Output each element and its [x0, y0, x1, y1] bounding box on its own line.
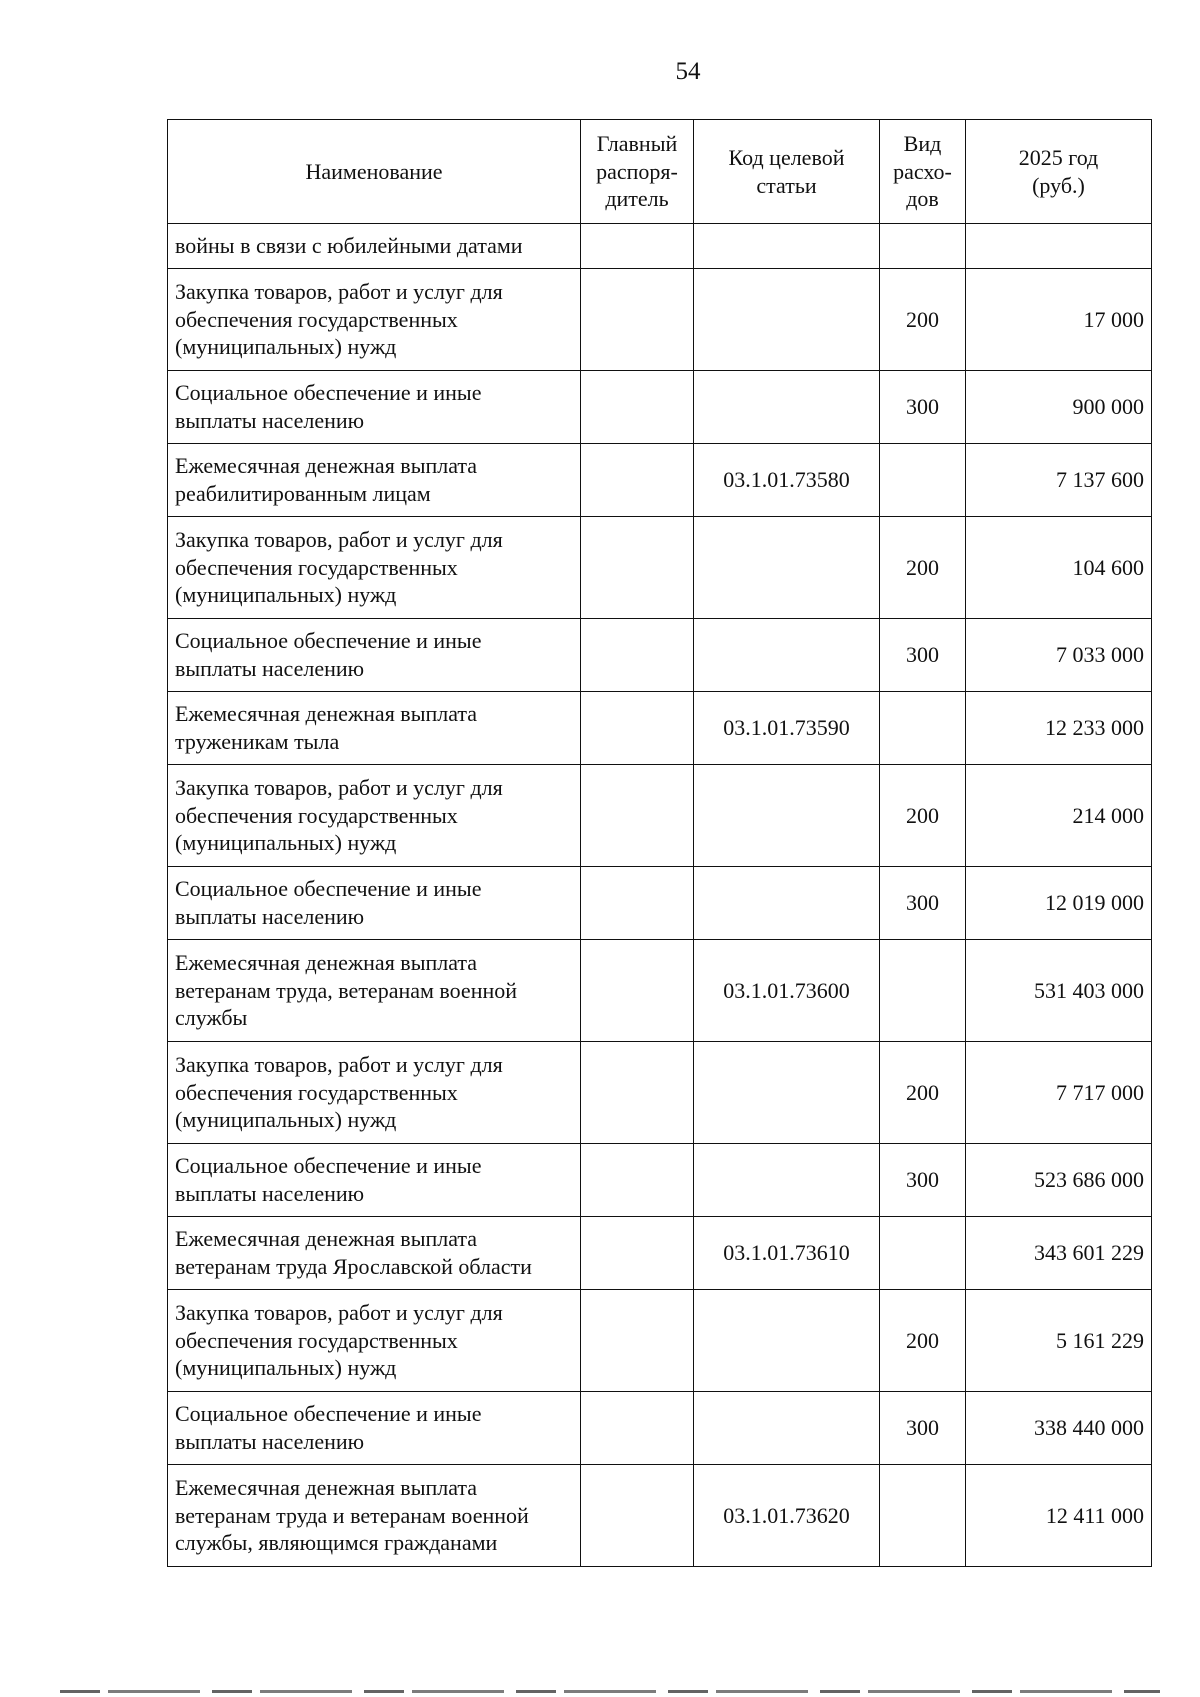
cell-manager — [581, 1144, 694, 1217]
cell-name — [168, 619, 581, 692]
header-target-code-line: Код целевой — [728, 144, 845, 170]
cell-amount: 7 137 600 — [966, 444, 1152, 517]
cell-expense-type — [880, 444, 966, 517]
header-manager-line: Главный — [596, 130, 678, 156]
cell-manager — [581, 1392, 694, 1465]
cell-expense-type: 300 — [880, 867, 966, 940]
cell-target-code: 03.1.01.73580 — [694, 444, 880, 517]
cell-name — [168, 940, 581, 1042]
cell-name — [168, 371, 581, 444]
cell-manager — [581, 444, 694, 517]
table-row — [168, 867, 1152, 940]
cell-name-line: выплаты населению — [175, 1429, 365, 1454]
cell-name — [168, 224, 581, 269]
cell-name-line: (муниципальных) нужд — [175, 1107, 397, 1133]
cell-name-line: Ежемесячная денежная выплата — [175, 1226, 478, 1252]
cell-target-code: 03.1.01.73620 — [694, 1465, 880, 1567]
cell-name-line: ветеранам труда, ветеранам военной — [175, 977, 518, 1003]
table-body — [168, 224, 1152, 1567]
cell-name-line: ветеранам труда и ветеранам военной — [175, 1502, 529, 1528]
cell-name — [168, 444, 581, 517]
page-number: 54 — [675, 58, 701, 85]
cell-name — [168, 692, 581, 765]
cell-manager — [581, 517, 694, 619]
cell-amount: 5 161 229 — [966, 1290, 1152, 1392]
cell-manager — [581, 371, 694, 444]
cell-amount: 338 440 000 — [966, 1392, 1152, 1465]
cell-name-line: Ежемесячная денежная выплата — [175, 949, 478, 975]
cell-target-code — [694, 224, 880, 269]
header-manager-line: дитель — [605, 186, 669, 212]
cell-name-line: службы — [175, 1005, 248, 1031]
cell-manager — [581, 692, 694, 765]
cell-name-line: выплаты населению — [175, 904, 365, 929]
cell-expense-type — [880, 1217, 966, 1290]
cell-name-line: Закупка товаров, работ и услуг для — [175, 1299, 503, 1325]
cell-name-line: Ежемесячная денежная выплата — [175, 1474, 478, 1500]
cell-amount: 104 600 — [966, 517, 1152, 619]
cell-target-code — [694, 1042, 880, 1144]
header-name: Наименование — [168, 120, 581, 224]
header-expense-type-line: дов — [906, 186, 939, 212]
cell-name-line: (муниципальных) нужд — [175, 830, 397, 856]
header-manager-line: распоря- — [596, 158, 678, 184]
cell-name-line: Закупка товаров, работ и услуг для — [175, 774, 503, 800]
cell-name-line: труженикам тыла — [175, 729, 340, 754]
cell-name-line: (муниципальных) нужд — [175, 1355, 397, 1381]
scan-artifact-line — [60, 1690, 1160, 1693]
cell-manager — [581, 940, 694, 1042]
table-row — [168, 1465, 1152, 1567]
cell-expense-type — [880, 940, 966, 1042]
cell-name — [168, 1392, 581, 1465]
header-expense-type — [880, 120, 966, 224]
cell-name-line: выплаты населению — [175, 408, 365, 433]
cell-amount: 12 019 000 — [966, 867, 1152, 940]
cell-target-code — [694, 517, 880, 619]
table-row — [168, 517, 1152, 619]
cell-amount: 523 686 000 — [966, 1144, 1152, 1217]
cell-name-line: выплаты населению — [175, 656, 365, 681]
header-expense-type-line: расхо- — [893, 158, 952, 184]
table-row — [168, 940, 1152, 1042]
cell-name-line: обеспечения государственных — [175, 802, 458, 828]
header-manager — [581, 120, 694, 224]
cell-target-code — [694, 1392, 880, 1465]
cell-expense-type: 200 — [880, 765, 966, 867]
cell-name-line: Ежемесячная денежная выплата — [175, 701, 478, 727]
cell-name-line: Закупка товаров, работ и услуг для — [175, 278, 503, 304]
cell-name-line: реабилитированным лицам — [175, 481, 431, 506]
cell-expense-type: 200 — [880, 269, 966, 371]
budget-table — [167, 119, 1152, 1567]
table-row — [168, 1042, 1152, 1144]
cell-name-line: Социальное обеспечение и иные — [175, 1153, 482, 1179]
cell-manager — [581, 269, 694, 371]
cell-name-line: Социальное обеспечение и иные — [175, 876, 482, 902]
cell-name — [168, 867, 581, 940]
cell-name-line: Ежемесячная денежная выплата — [175, 453, 478, 479]
table-row — [168, 444, 1152, 517]
cell-name-line: (муниципальных) нужд — [175, 334, 397, 360]
cell-name-line: службы, являющимся гражданами — [175, 1530, 498, 1556]
cell-target-code — [694, 619, 880, 692]
cell-expense-type: 300 — [880, 1144, 966, 1217]
cell-manager — [581, 765, 694, 867]
cell-amount: 7 717 000 — [966, 1042, 1152, 1144]
cell-name — [168, 1465, 581, 1567]
table-row — [168, 1217, 1152, 1290]
cell-target-code — [694, 765, 880, 867]
cell-name-line: Закупка товаров, работ и услуг для — [175, 526, 503, 552]
cell-name-line: войны в связи с юбилейными датами — [175, 233, 523, 259]
cell-target-code — [694, 371, 880, 444]
cell-name — [168, 1144, 581, 1217]
cell-expense-type — [880, 224, 966, 269]
cell-expense-type: 200 — [880, 1290, 966, 1392]
cell-target-code: 03.1.01.73600 — [694, 940, 880, 1042]
header-expense-type-line: Вид — [903, 130, 942, 156]
cell-manager — [581, 867, 694, 940]
cell-amount: 900 000 — [966, 371, 1152, 444]
header-amount — [966, 120, 1152, 224]
cell-name — [168, 517, 581, 619]
cell-amount: 12 411 000 — [966, 1465, 1152, 1567]
cell-name — [168, 1290, 581, 1392]
cell-target-code — [694, 1144, 880, 1217]
cell-amount: 12 233 000 — [966, 692, 1152, 765]
cell-manager — [581, 619, 694, 692]
cell-amount: 17 000 — [966, 269, 1152, 371]
cell-target-code: 03.1.01.73590 — [694, 692, 880, 765]
header-target-code — [694, 120, 880, 224]
table-row — [168, 1144, 1152, 1217]
table-row — [168, 692, 1152, 765]
cell-target-code — [694, 1290, 880, 1392]
header-row — [168, 120, 1152, 224]
cell-name-line: Социальное обеспечение и иные — [175, 628, 482, 654]
table-row — [168, 269, 1152, 371]
table-row — [168, 1392, 1152, 1465]
header-target-code-line: статьи — [756, 172, 817, 198]
cell-name — [168, 1042, 581, 1144]
cell-name-line: обеспечения государственных — [175, 554, 458, 580]
header-amount-line: (руб.) — [1032, 172, 1085, 198]
cell-expense-type: 200 — [880, 1042, 966, 1144]
cell-name-line: Закупка товаров, работ и услуг для — [175, 1051, 503, 1077]
table-row — [168, 1290, 1152, 1392]
cell-amount: 531 403 000 — [966, 940, 1152, 1042]
cell-expense-type — [880, 692, 966, 765]
cell-manager — [581, 1042, 694, 1144]
cell-name-line: обеспечения государственных — [175, 1079, 458, 1105]
header-amount-line: 2025 год — [1018, 144, 1099, 170]
cell-target-code — [694, 867, 880, 940]
table-row — [168, 224, 1152, 269]
cell-name — [168, 269, 581, 371]
table-row — [168, 371, 1152, 444]
cell-expense-type: 300 — [880, 619, 966, 692]
cell-name-line: выплаты населению — [175, 1181, 365, 1206]
cell-name-line: Социальное обеспечение и иные — [175, 1401, 482, 1427]
cell-name — [168, 1217, 581, 1290]
cell-name-line: (муниципальных) нужд — [175, 582, 397, 608]
cell-manager — [581, 1465, 694, 1567]
cell-amount: 343 601 229 — [966, 1217, 1152, 1290]
cell-name-line: Социальное обеспечение и иные — [175, 380, 482, 406]
cell-name-line: ветеранам труда Ярославской области — [175, 1254, 532, 1279]
cell-amount: 214 000 — [966, 765, 1152, 867]
cell-name-line: обеспечения государственных — [175, 306, 458, 332]
cell-amount: 7 033 000 — [966, 619, 1152, 692]
cell-target-code: 03.1.01.73610 — [694, 1217, 880, 1290]
cell-manager — [581, 1217, 694, 1290]
cell-target-code — [694, 269, 880, 371]
cell-expense-type: 200 — [880, 517, 966, 619]
cell-name — [168, 765, 581, 867]
cell-expense-type — [880, 1465, 966, 1567]
cell-manager — [581, 224, 694, 269]
cell-amount — [966, 224, 1152, 269]
cell-expense-type: 300 — [880, 371, 966, 444]
cell-expense-type: 300 — [880, 1392, 966, 1465]
cell-name-line: обеспечения государственных — [175, 1327, 458, 1353]
table-row — [168, 765, 1152, 867]
table-row — [168, 619, 1152, 692]
cell-manager — [581, 1290, 694, 1392]
